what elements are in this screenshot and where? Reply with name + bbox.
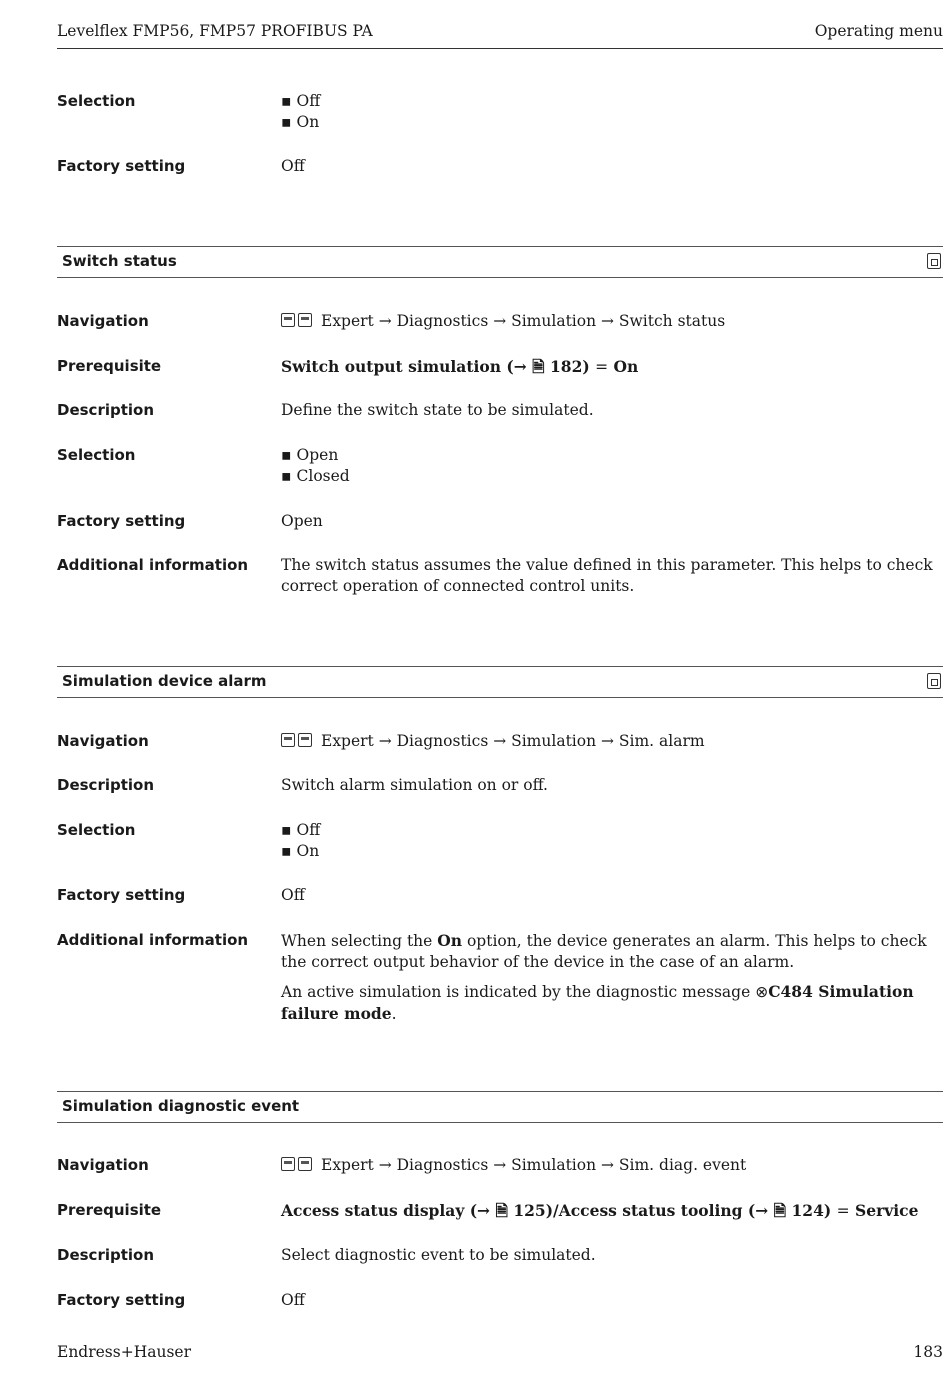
lock-icon: [927, 673, 941, 689]
option-item: ▪ Open: [281, 445, 940, 466]
section-title: Simulation diagnostic event: [62, 1097, 300, 1115]
prerequisite-value: Switch output simulation (→ 🗎 182) = On: [281, 357, 639, 376]
keypad-icon: [281, 731, 321, 752]
selection-options: [281, 91, 940, 133]
page-ref-icon: 🗎: [495, 1201, 508, 1220]
factory-setting-value: Off: [281, 1291, 305, 1309]
additional-info-label: Additional information: [57, 931, 249, 949]
navigation-label: Navigation: [57, 312, 149, 330]
option-item: ▪ Off: [281, 820, 940, 841]
section-simulation-diagnostic-event: [57, 1091, 943, 1123]
section-title: Switch status: [62, 252, 177, 270]
selection-options: [281, 820, 940, 862]
header-divider: [57, 48, 943, 49]
factory-setting-label: Factory setting: [57, 512, 186, 530]
description-label: Description: [57, 776, 155, 794]
page-ref-icon: 🗎: [773, 1201, 787, 1220]
factory-setting-value: Open: [281, 512, 323, 530]
factory-setting-value: Off: [281, 886, 305, 904]
additional-info-value: The switch status assumes the value defined in this parameter. This helps to check correct operation of connected control units.: [281, 556, 933, 595]
additional-info-value: When selecting the On option, the device generates an alarm. This helps to check the correct output behavior of the device in the case of an alarm. An active simulation is indicated by the diagnostic message ⊗C484 Simulation failure mode.: [281, 931, 927, 1023]
navigation-path: Expert → Diagnostics → Simulation → Sim. alarm: [281, 731, 940, 752]
selection-label: Selection: [57, 92, 136, 110]
factory-setting-label: Factory setting: [57, 1291, 186, 1309]
factory-setting-label: Factory setting: [57, 886, 186, 904]
description-value: Switch alarm simulation on or off.: [281, 776, 548, 794]
factory-setting-value: Off: [281, 157, 305, 175]
option-item: ▪ On: [281, 112, 940, 133]
factory-setting-label: Factory setting: [57, 157, 186, 175]
prerequisite-label: Prerequisite: [57, 1201, 162, 1219]
option-item: ▪ Closed: [281, 466, 940, 487]
selection-label: Selection: [57, 821, 136, 839]
header-section: Operating menu: [814, 22, 943, 40]
footer-brand: Endress+Hauser: [57, 1343, 191, 1361]
selection-label: Selection: [57, 446, 136, 464]
keypad-icon: [281, 311, 321, 332]
error-icon: ⊗: [755, 983, 769, 1001]
description-label: Description: [57, 401, 155, 419]
option-item: ▪ Off: [281, 91, 940, 112]
navigation-path: Expert → Diagnostics → Simulation → Switch status: [281, 311, 940, 332]
additional-info-label: Additional information: [57, 556, 249, 574]
option-item: ▪ On: [281, 841, 940, 862]
description-label: Description: [57, 1246, 155, 1264]
selection-options: [281, 445, 940, 487]
section-title: Simulation device alarm: [62, 672, 267, 690]
prerequisite-value: Access status display (→ 🗎 125)/Access status tooling (→ 🗎 124) = Service: [281, 1201, 919, 1220]
page-ref-icon: 🗎: [532, 357, 545, 376]
section-simulation-device-alarm: [57, 666, 943, 698]
header-title: Levelflex FMP56, FMP57 PROFIBUS PA: [57, 22, 373, 40]
keypad-icon: [281, 1155, 321, 1176]
navigation-path: Expert → Diagnostics → Simulation → Sim. diag. event: [281, 1155, 940, 1176]
navigation-label: Navigation: [57, 1156, 149, 1174]
navigation-label: Navigation: [57, 732, 149, 750]
description-value: Select diagnostic event to be simulated.: [281, 1246, 596, 1264]
prerequisite-label: Prerequisite: [57, 357, 162, 375]
section-switch-status: [57, 246, 943, 278]
page-number: 183: [913, 1343, 943, 1361]
description-value: Define the switch state to be simulated.: [281, 401, 594, 419]
lock-icon: [927, 253, 941, 269]
